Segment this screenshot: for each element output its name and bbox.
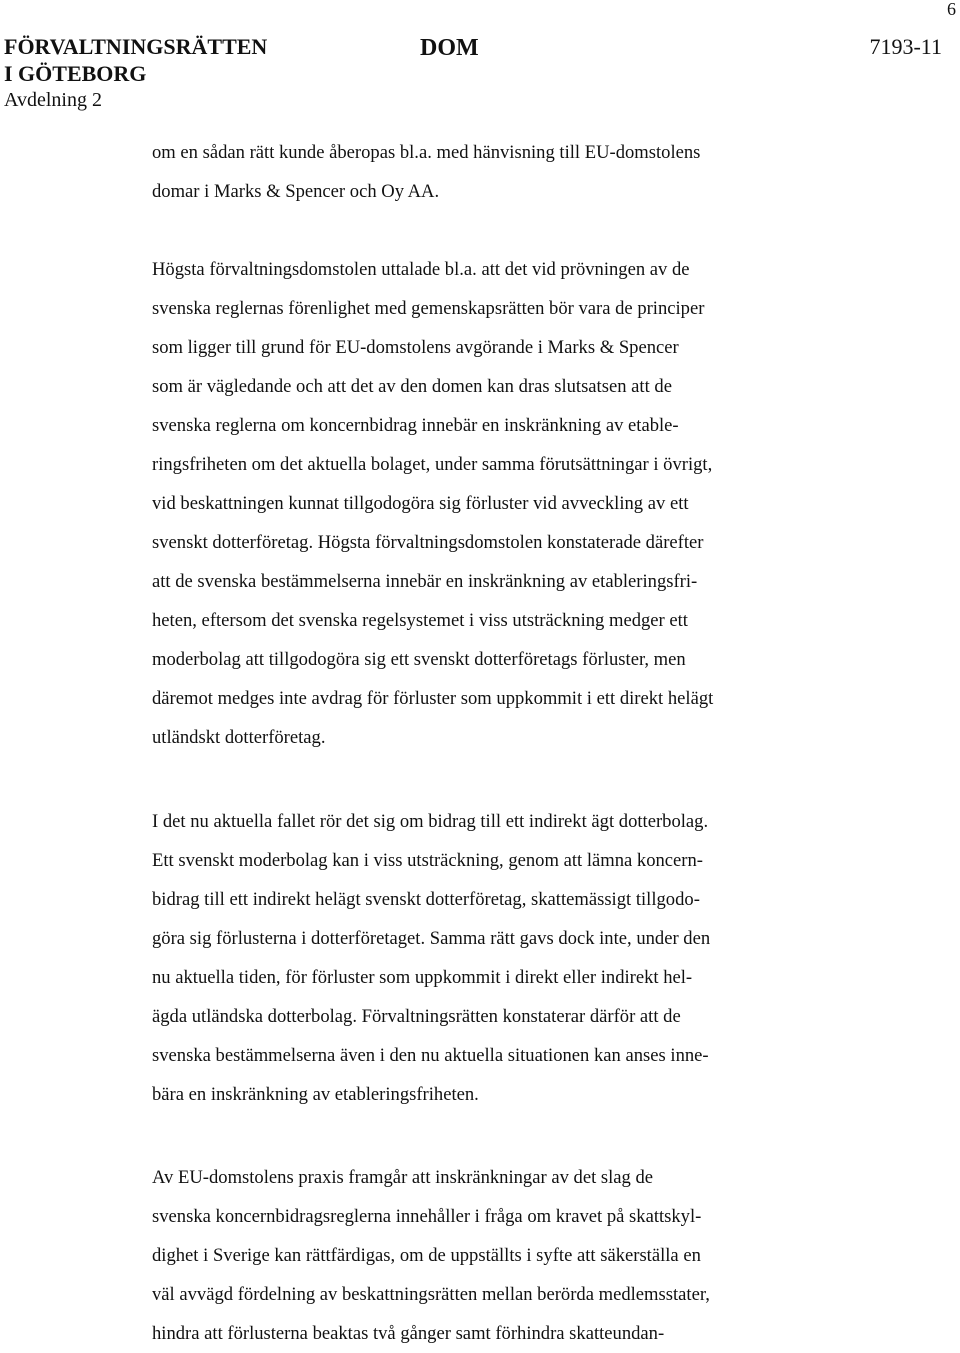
paragraph-1: om en sådan rätt kunde åberopas bl.a. med hänvisning till EU-domstolens domar i Marks & Spencer och Oy AA. bbox=[152, 142, 701, 202]
case-number: 7193-11 bbox=[869, 34, 942, 59]
document-type: DOM bbox=[420, 35, 479, 61]
paragraph-4: Av EU-domstolens praxis framgår att inskränkningar av det slag de svenska koncernbidragsreglerna innehåller i fråga om kravet på skattskyl- dighet i Sverige kan rättfärdigas, om de uppställts i syfte att säkerställa en väl avvägd fördelning av beskattningsrätten mellan berörda medlemsstater, hindra att förlusterna beaktas två gånger samt förhindra skatteundan- bbox=[152, 1167, 710, 1344]
court-name-line-1: FÖRVALTNINGSRÄTTEN bbox=[4, 34, 268, 59]
paragraph-2: Högsta förvaltningsdomstolen uttalade bl.a. att det vid prövningen av de svenska reglernas förenlighet med gemenskapsrätten bör vara de principer som ligger till grund för EU-domstolens avgörande i Marks & Spencer som är vägledande och att det av den domen kan dras slutsatsen att de svenska reglerna om koncernbidrag innebär en inskränkning av etable- ringsfriheten om det aktuella bolaget, under samma förutsättningar i övrigt, vid beskattningen kunnat tillgodogöra sig förluster vid avveckling av ett svenskt dotterföretag. Högsta förvaltningsdomstolen konstaterade därefter att de svenska bestämmelserna innebär en inskränkning av etableringsfri- heten, eftersom det svenska regelsystemet i viss utsträckning medger ett moderbolag att tillgodogöra sig ett svenskt dotterföretags förluster, men däremot medges inte avdrag för förluster som uppkommit i ett direkt helägt utländskt dotterföretag. bbox=[152, 259, 714, 748]
court-name-line-2: I GÖTEBORG bbox=[4, 61, 147, 86]
paragraph-3: I det nu aktuella fallet rör det sig om bidrag till ett indirekt ägt dotterbolag. Ett svenskt moderbolag kan i viss utsträckning, genom att lämna koncern- bidrag till ett indirekt helägt svenskt dotterföretag, skattemässigt tillgodo- göra sig förlusterna i dotterföretaget. Samma rätt gavs dock inte, under den nu aktuella tiden, för förluster som uppkommit i direkt eller indirekt hel- ägda utländska dotterbolag. Förvaltningsrätten konstaterar därför att de svenska bestämmelserna även i den nu aktuella situationen kan anses inne- bära en inskränkning av etableringsfriheten. bbox=[152, 811, 711, 1105]
court-name bbox=[4, 33, 267, 87]
page-number: 6 bbox=[947, 0, 956, 19]
division-label: Avdelning 2 bbox=[4, 89, 102, 111]
